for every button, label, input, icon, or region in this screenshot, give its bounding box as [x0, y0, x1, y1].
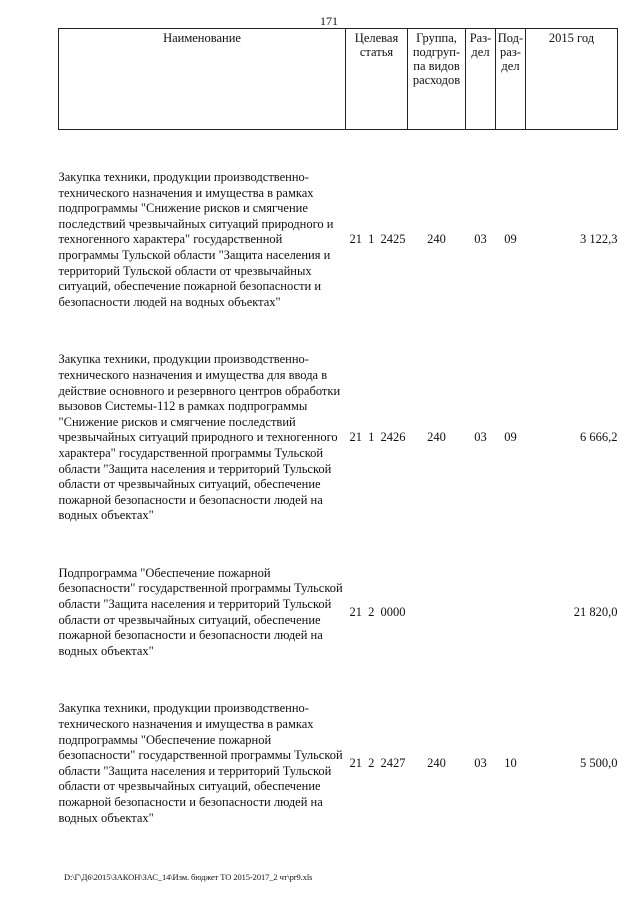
row-section: 03 — [474, 756, 487, 771]
target-subprogram: 2 — [368, 756, 375, 771]
header-section: Раз-дел — [466, 29, 496, 130]
row-amount: 6 666,2 — [580, 430, 618, 445]
target-code: 0000 — [380, 604, 406, 619]
target-subprogram: 2 — [368, 604, 375, 619]
row-name: Закупка техники, продукции производственно-технического назначения и имущества для ввода в действие основного и резервного центров обработки вызовов Системы-112 в рамках подпрограммы "Снижение рисков и смягчение последствий чрезвычайных ситуаций природного и техногенного характера" государственной программы Тульской области "Защита населения и территорий Тульской области от чрезвычайных ситуаций, обеспечение пожарной безопасности и безопасности людей на водных объектах" — [58, 352, 341, 523]
row-amount: 21 820,0 — [573, 604, 618, 619]
row-gap — [59, 310, 618, 352]
header-name: Наименование — [59, 29, 346, 130]
target-code: 2427 — [380, 756, 406, 771]
target-program: 21 — [349, 604, 362, 619]
row-target — [346, 352, 408, 524]
target-program: 21 — [349, 232, 362, 247]
target-program: 21 — [349, 756, 362, 771]
table-row — [59, 170, 618, 310]
table-row — [59, 566, 618, 660]
row-subsection: 09 — [504, 430, 517, 445]
table-body — [59, 130, 618, 827]
row-gap — [59, 524, 618, 566]
page-number: 171 — [320, 14, 338, 28]
row-gap — [59, 130, 618, 171]
row-target — [346, 566, 408, 660]
row-subsection: 09 — [504, 232, 517, 247]
table-header-row — [59, 29, 618, 130]
row-gap — [59, 659, 618, 701]
row-amount: 3 122,3 — [580, 232, 618, 247]
target-program: 21 — [349, 430, 362, 445]
row-group: 240 — [427, 756, 446, 771]
header-group: Группа, подгруп-па видов расходов — [408, 29, 466, 130]
row-subsection: 10 — [504, 756, 517, 771]
target-subprogram: 1 — [368, 430, 375, 445]
file-path-footer: D:\Г\Д6\2015\ЗАКОН\ЗАС_14\Изм. бюджет ТО 2015-2017_2 чт\pr9.xls — [64, 872, 313, 882]
row-target — [346, 701, 408, 826]
table-row — [59, 701, 618, 826]
row-group — [408, 566, 466, 660]
row-group: 240 — [427, 232, 446, 247]
row-section: 03 — [474, 430, 487, 445]
row-name: Закупка техники, продукции производственно-технического назначения и имущества в рамках подпрограммы "Снижение рисков и смягчение последствий чрезвычайных ситуаций природного и техногенного характера" государственной программы Тульской области "Защита населения и территорий Тульской области от чрезвычайных ситуаций, обеспечение пожарной безопасности и безопасности людей на водных объектах" — [58, 170, 334, 309]
target-subprogram: 1 — [368, 232, 375, 247]
budget-table — [58, 28, 618, 826]
row-name: Подпрограмма "Обеспечение пожарной безопасности" государственной программы Тульской области "Защита населения и территорий Тульской области от чрезвычайных ситуаций, обеспечение пожарной безопасности и безопасности людей на водных объектах" — [58, 565, 343, 658]
header-year: 2015 год — [526, 29, 618, 130]
header-subsection: Под-раз-дел — [496, 29, 526, 130]
row-target — [346, 170, 408, 310]
row-amount: 5 500,0 — [580, 756, 618, 771]
row-subsection — [496, 566, 526, 660]
target-code: 2425 — [380, 232, 406, 247]
row-section — [466, 566, 496, 660]
row-section: 03 — [474, 232, 487, 247]
row-name: Закупка техники, продукции производственно-технического назначения и имущества в рамках подпрограммы "Обеспечение пожарной безопасности" государственной программы Тульской области "Защита населения и территорий Тульской области от чрезвычайных ситуаций, обеспечение пожарной безопасности и безопасности людей на водных объектах" — [58, 701, 343, 825]
header-target: Целевая статья — [346, 29, 408, 130]
row-group: 240 — [427, 430, 446, 445]
table-row — [59, 352, 618, 524]
target-code: 2426 — [380, 430, 406, 445]
